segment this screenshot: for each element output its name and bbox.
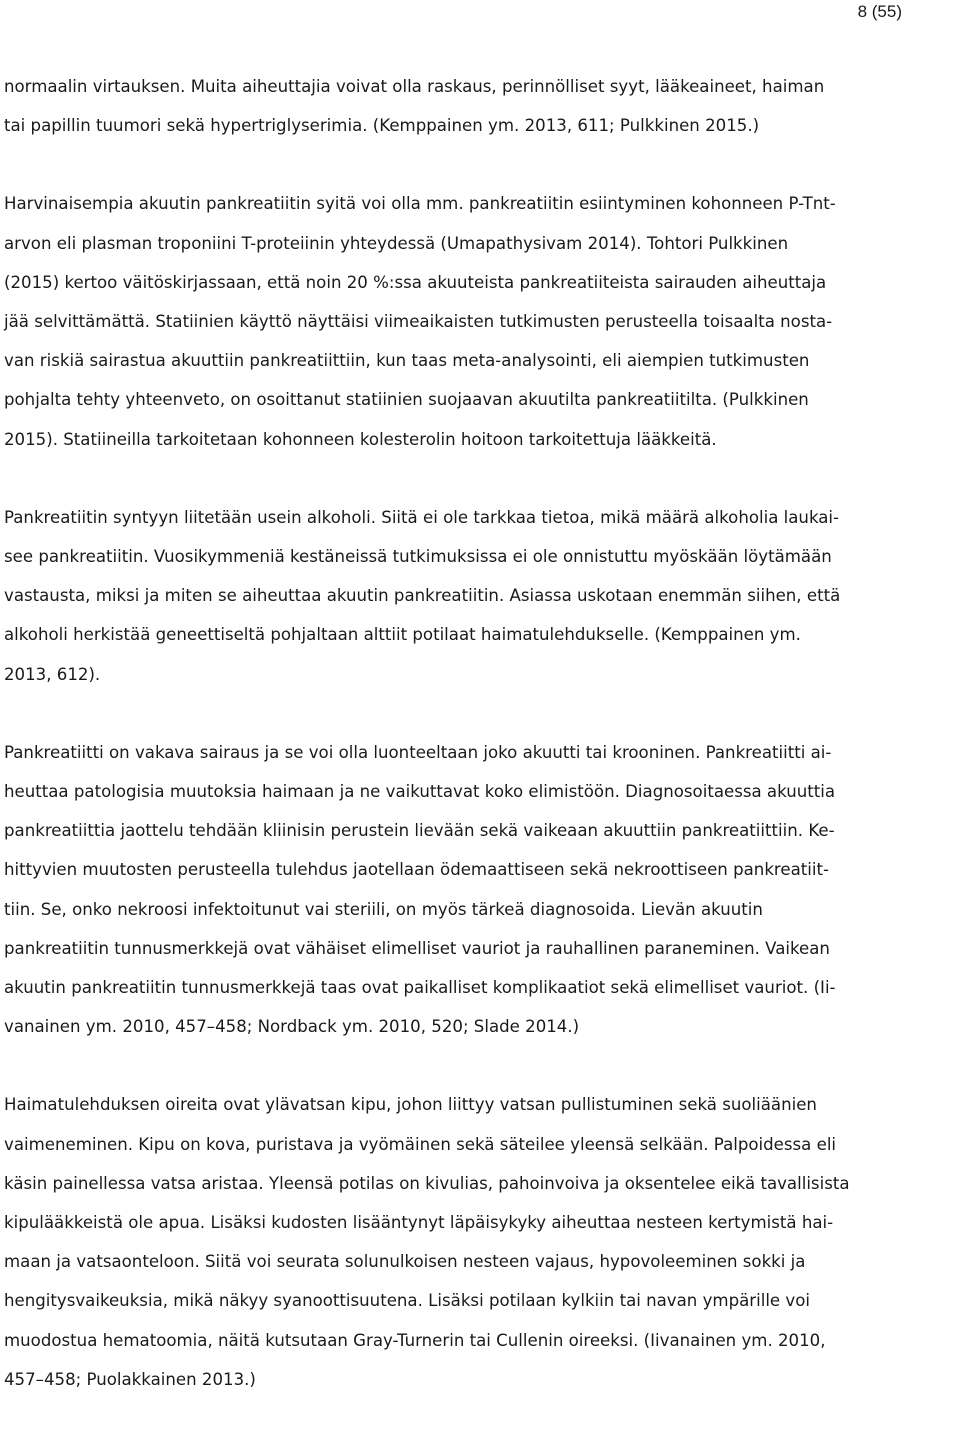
paragraph-rare-causes: Harvinaisempia akuutin pankreatiitin syitä voi olla mm. pankreatiitin esiintyminen kohonneen P-Tnt- arvon eli plasman troponiini T-proteiinin yhteydessä (Umapathysivam 2014). Tohtori Pulkkinen (2015) kertoo väitöskirjassaan, että noin 20 %:ssa akuuteista pankreatiiteista sairauden aiheuttaja jää selvittämättä. Statiinien käyttö näyttäisi viimeaikaisten tutkimusten perusteella toisaalta nosta- van riskiä sairastua akuuttiin pankreatiittiin, kun taas meta-analysointi, eli aiempien tutkimusten pohjalta tehty yhteenveto, on osoittanut statiinien suojaavan akuutilta pankreatiitilta. (Pulkkinen 2015). Statiineilla tarkoitetaan kohonneen kolesterolin hoitoon tarkoitettuja lääkkeitä.: [4, 194, 836, 449]
paragraph-symptoms: Haimatulehduksen oireita ovat ylävatsan kipu, johon liittyy vatsan pullistuminen sekä suoliäänien vaimeneminen. Kipu on kova, puristava ja vyömäinen sekä säteilee yleensä selkään. Palpoidessa eli käsin painellessa vatsa aristaa. Yleensä potilas on kivulias, pahoinvoiva ja oksentelee eikä tavallisista kipulääkkeistä ole apua. Lisäksi kudosten lisääntynyt läpäisykyky aiheuttaa nesteen kertymistä hai- maan ja vatsaonteloon. Siitä voi seurata solunulkoisen nesteen vajaus, hypovoleeminen sokki ja hengitysvaikeuksia, mikä näkyy syanoottisuutena. Lisäksi potilaan kylkiin tai navan ympärille voi muodostua hematoomia, näitä kutsutaan Gray-Turnerin tai Cullenin oireeksi. (Iivanainen ym. 2010, 457–458; Puolakkainen 2013.): [4, 1095, 850, 1389]
document-body: [4, 67, 954, 1438]
page-number: 8 (55): [857, 2, 902, 21]
paragraph-classification: Pankreatiitti on vakava sairaus ja se voi olla luonteeltaan joko akuutti tai krooninen. Pankreatiitti ai- heuttaa patologisia muutoksia haimaan ja ne vaikuttavat koko elimistöön. Diagnosoitaessa akuuttia pankreatiittia jaottelu tehdään kliinisin perustein lievään sekä vaikeaan akuuttiin pankreatiittiin. Ke- hittyvien muutosten perusteella tulehdus jaotellaan ödemaattiseen sekä nekroottiseen pankreatiit- tiin. Se, onko nekroosi infektoitunut vai steriili, on myös tärkeä diagnosoida. Lievän akuutin pankreatiitin tunnusmerkkejä ovat vähäiset elimelliset vauriot ja rauhallinen paraneminen. Vaikean akuutin pankreatiitin tunnusmerkkejä taas ovat paikalliset komplikaatiot sekä elimelliset vauriot. (Ii- vanainen ym. 2010, 457–458; Nordback ym. 2010, 520; Slade 2014.): [4, 742, 836, 1037]
paragraph-causes: normaalin virtauksen. Muita aiheuttajia voivat olla raskaus, perinnölliset syyt, lääkeaineet, haiman tai papillin tuumori sekä hypertriglyserimia. (Kemppainen ym. 2013, 611; Pulkkinen 2015.): [4, 77, 825, 136]
paragraph-alcohol: Pankreatiitin syntyyn liitetään usein alkoholi. Siitä ei ole tarkkaa tietoa, mikä määrä alkoholia laukai- see pankreatiitin. Vuosikymmeniä kestäneissä tutkimuksissa ei ole onnistuttu myöskään löytämään vastausta, miksi ja miten se aiheuttaa akuutin pankreatiitin. Asiassa uskotaan enemmän siihen, että alkoholi herkistää geneettiseltä pohjaltaan alttiit potilaat haimatulehdukselle. (Kemppainen ym. 2013, 612).: [4, 507, 841, 684]
